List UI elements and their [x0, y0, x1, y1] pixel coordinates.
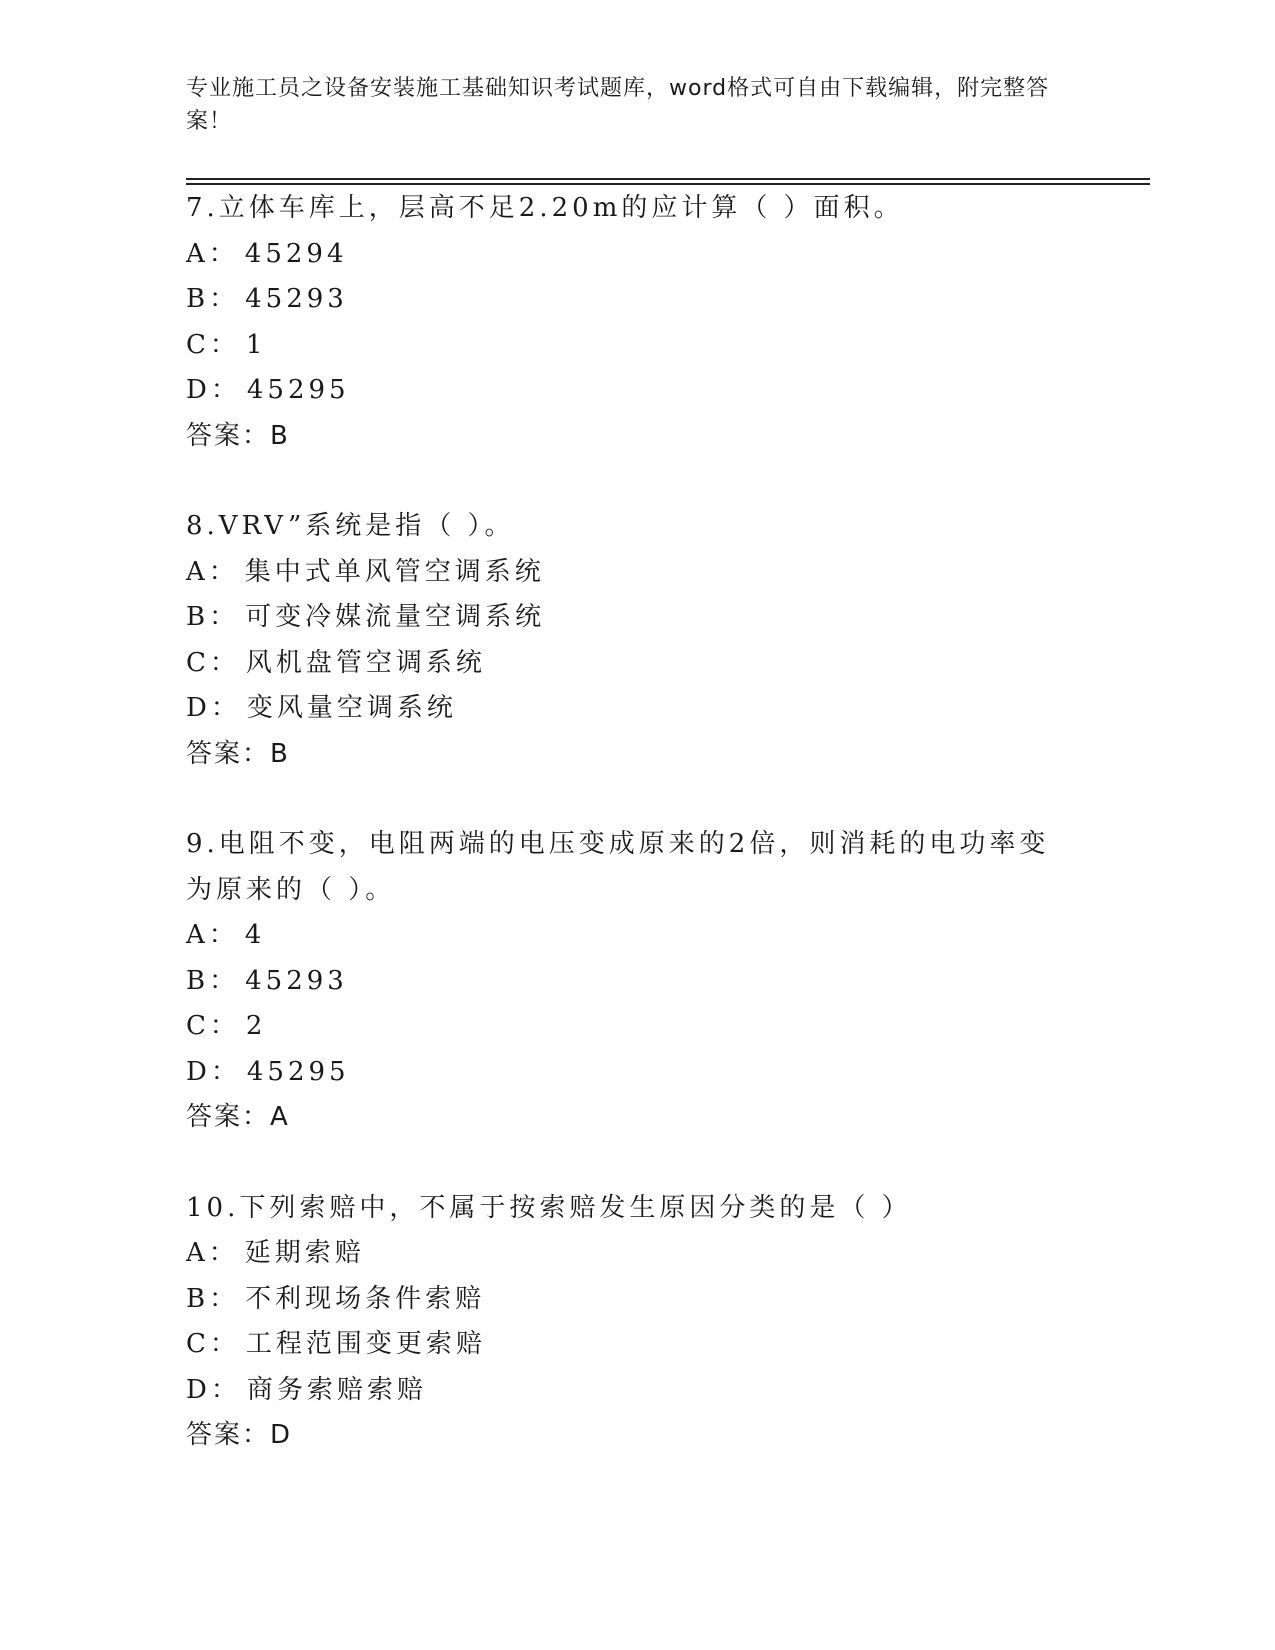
question-8: [186, 504, 1086, 777]
header-divider-top: [186, 178, 1150, 180]
option-key: B：: [186, 1283, 240, 1314]
option-a: [186, 550, 1086, 596]
option-key: D：: [186, 375, 241, 405]
option-key: D：: [186, 693, 241, 723]
header-divider-bottom: [186, 183, 1150, 185]
option-text: 45295: [246, 375, 350, 405]
option-text: 商务索赔索赔: [246, 1374, 427, 1405]
option-text: 45294: [244, 238, 348, 269]
option-c: [186, 1322, 1086, 1368]
option-key: D：: [186, 1056, 241, 1087]
option-d: [186, 368, 1086, 414]
option-text: 45293: [245, 284, 348, 314]
document-header: 专业施工员之设备安装施工基础知识考试题库，word格式可自由下载编辑，附完整答案！: [186, 76, 1050, 134]
option-key: B：: [186, 284, 240, 314]
option-text: 可变冷媒流量空调系统: [245, 602, 546, 632]
option-text: 变风量空调系统: [246, 693, 457, 723]
option-c: [186, 641, 1086, 687]
option-key: D：: [186, 1374, 241, 1405]
option-a: [186, 913, 1086, 959]
option-text: 风机盘管空调系统: [245, 647, 486, 678]
option-d: [186, 1050, 1086, 1096]
option-text: 工程范围变更索赔: [245, 1329, 486, 1359]
question-stem: 10.下列索赔中，不属于按索赔发生原因分类的是（ ）: [186, 1192, 912, 1223]
option-a: [186, 232, 1086, 278]
option-b: [186, 1277, 1086, 1323]
option-text: 4: [244, 920, 266, 950]
answer-line: 答案：D: [186, 1420, 293, 1450]
option-text: 不利现场条件索赔: [245, 1283, 486, 1314]
option-key: B：: [186, 965, 240, 996]
option-key: C：: [186, 647, 240, 678]
option-b: [186, 959, 1086, 1005]
question-7: [186, 186, 1086, 459]
option-key: A：: [186, 238, 239, 269]
option-key: A：: [186, 1238, 239, 1268]
question-stem: 7.立体车库上，层高不足2.20m的应计算（ ）面积。: [186, 193, 904, 223]
option-text: 45295: [246, 1056, 350, 1087]
option-b: [186, 277, 1086, 323]
question-9: [186, 822, 1086, 1141]
option-text: 延期索赔: [244, 1238, 365, 1268]
option-key: C：: [186, 329, 240, 360]
answer-line: 答案：A: [186, 1102, 290, 1132]
option-text: 集中式单风管空调系统: [244, 556, 545, 587]
answer-line: 答案：B: [186, 420, 290, 451]
option-key: A：: [186, 556, 239, 587]
option-key: B：: [186, 602, 240, 632]
option-text: 2: [245, 1011, 267, 1041]
option-text: 1: [245, 329, 267, 360]
option-key: A：: [186, 920, 239, 950]
answer-line: 答案：B: [186, 738, 290, 769]
option-c: [186, 323, 1086, 369]
option-key: C：: [186, 1011, 240, 1041]
option-key: C：: [186, 1329, 240, 1359]
question-stem: 8.VRV”系统是指（ ）。: [186, 511, 515, 541]
option-d: [186, 686, 1086, 732]
option-text: 45293: [245, 965, 348, 996]
option-d: [186, 1368, 1086, 1414]
question-stem: 9.电阻不变，电阻两端的电压变成原来的2倍，则消耗的电功率变为原来的（ ）。: [186, 829, 1050, 905]
question-list: [186, 186, 1086, 1504]
option-b: [186, 595, 1086, 641]
option-a: [186, 1231, 1086, 1277]
option-c: [186, 1004, 1086, 1050]
question-10: [186, 1186, 1086, 1459]
